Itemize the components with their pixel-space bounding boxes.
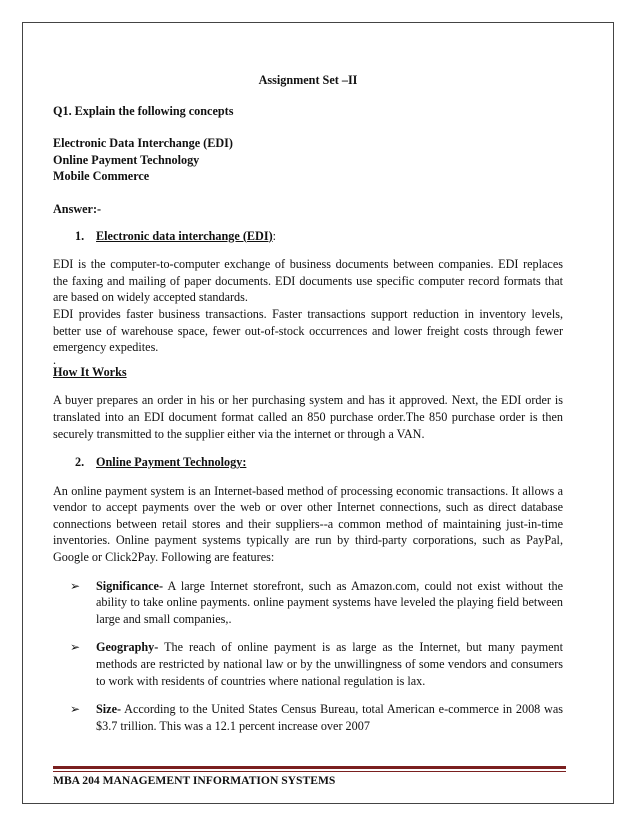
stray-dot: . bbox=[53, 352, 57, 367]
footer-text: MBA 204 MANAGEMENT INFORMATION SYSTEMS bbox=[53, 774, 336, 787]
arrow-bullet-icon: ➢ bbox=[70, 578, 81, 593]
section-number: 2. bbox=[75, 455, 85, 470]
section-title: Online Payment Technology: bbox=[96, 455, 247, 470]
feature-item bbox=[70, 701, 563, 734]
answer-label: Answer:- bbox=[53, 201, 102, 216]
page-title: Assignment Set –II bbox=[258, 73, 358, 87]
feature-text: The reach of online payment is as large as the Internet, but many payment methods are restricted by national law or by the unwillingness of some vendors and consumers to work with residents of countries where national regulation is lax. bbox=[96, 640, 563, 688]
footer-rule bbox=[53, 771, 566, 772]
paragraph: EDI is the computer-to-computer exchange of business documents between companies. EDI replaces the faxing and mailing of paper documents. EDI documents use specific computer record formats that are based on widely accepted standards. bbox=[53, 257, 563, 305]
arrow-bullet-icon: ➢ bbox=[70, 640, 81, 655]
feature-label: Size- bbox=[96, 702, 122, 717]
section-title: Electronic data interchange (EDI) bbox=[96, 228, 273, 243]
feature-label: Significance- bbox=[96, 578, 164, 593]
concept-item: Mobile Commerce bbox=[53, 169, 150, 184]
document-body bbox=[53, 72, 563, 734]
section-1-heading bbox=[75, 228, 563, 245]
feature-text: A large Internet storefront, such as Amazon.com, could not exist without the ability to take online payments. online payment systems have leveled the playing field between large and small companies,. bbox=[96, 578, 563, 626]
how-it-works-heading: How It Works bbox=[53, 364, 127, 379]
paragraph: EDI provides faster business transactions. Faster transactions support reduction in inventory levels, better use of warehouse space, fewer out-of-stock occurrences and lower freight costs through fewer emergency expedites. bbox=[53, 306, 563, 355]
section-number: 1. bbox=[75, 228, 85, 243]
question-heading: Q1. Explain the following concepts bbox=[53, 103, 234, 118]
arrow-bullet-icon: ➢ bbox=[70, 702, 81, 717]
footer-rule bbox=[53, 766, 566, 769]
paragraph: An online payment system is an Internet-based method of processing economic transactions. It allows a vendor to accept payments over the web or over other Internet connections, such as direct database connections between retail stores and their suppliers--a common method of maintaining just-in-time inventories. Online payment systems typically are run by third-party corporations, such as PayPal, Google or Click2Pay. Following are features: bbox=[53, 483, 563, 565]
feature-text: According to the United States Census Bureau, total American e-commerce in 2008 was $3.7 trillion. This was a 12.1 percent increase over 2007 bbox=[96, 702, 563, 733]
concept-item: Online Payment Technology bbox=[53, 152, 200, 167]
section-suffix: : bbox=[272, 228, 277, 243]
concept-item: Electronic Data Interchange (EDI) bbox=[53, 136, 233, 151]
paragraph: A buyer prepares an order in his or her purchasing system and has it approved. Next, the EDI order is translated into an EDI document format called an 850 purchase order.The 850 purchase order is then securely transmitted to the supplier either via the internet or through a VAN. bbox=[53, 393, 563, 441]
section-2-heading bbox=[75, 454, 563, 471]
feature-item bbox=[70, 639, 563, 689]
feature-item bbox=[70, 578, 563, 628]
feature-label: Geography- bbox=[96, 640, 159, 655]
